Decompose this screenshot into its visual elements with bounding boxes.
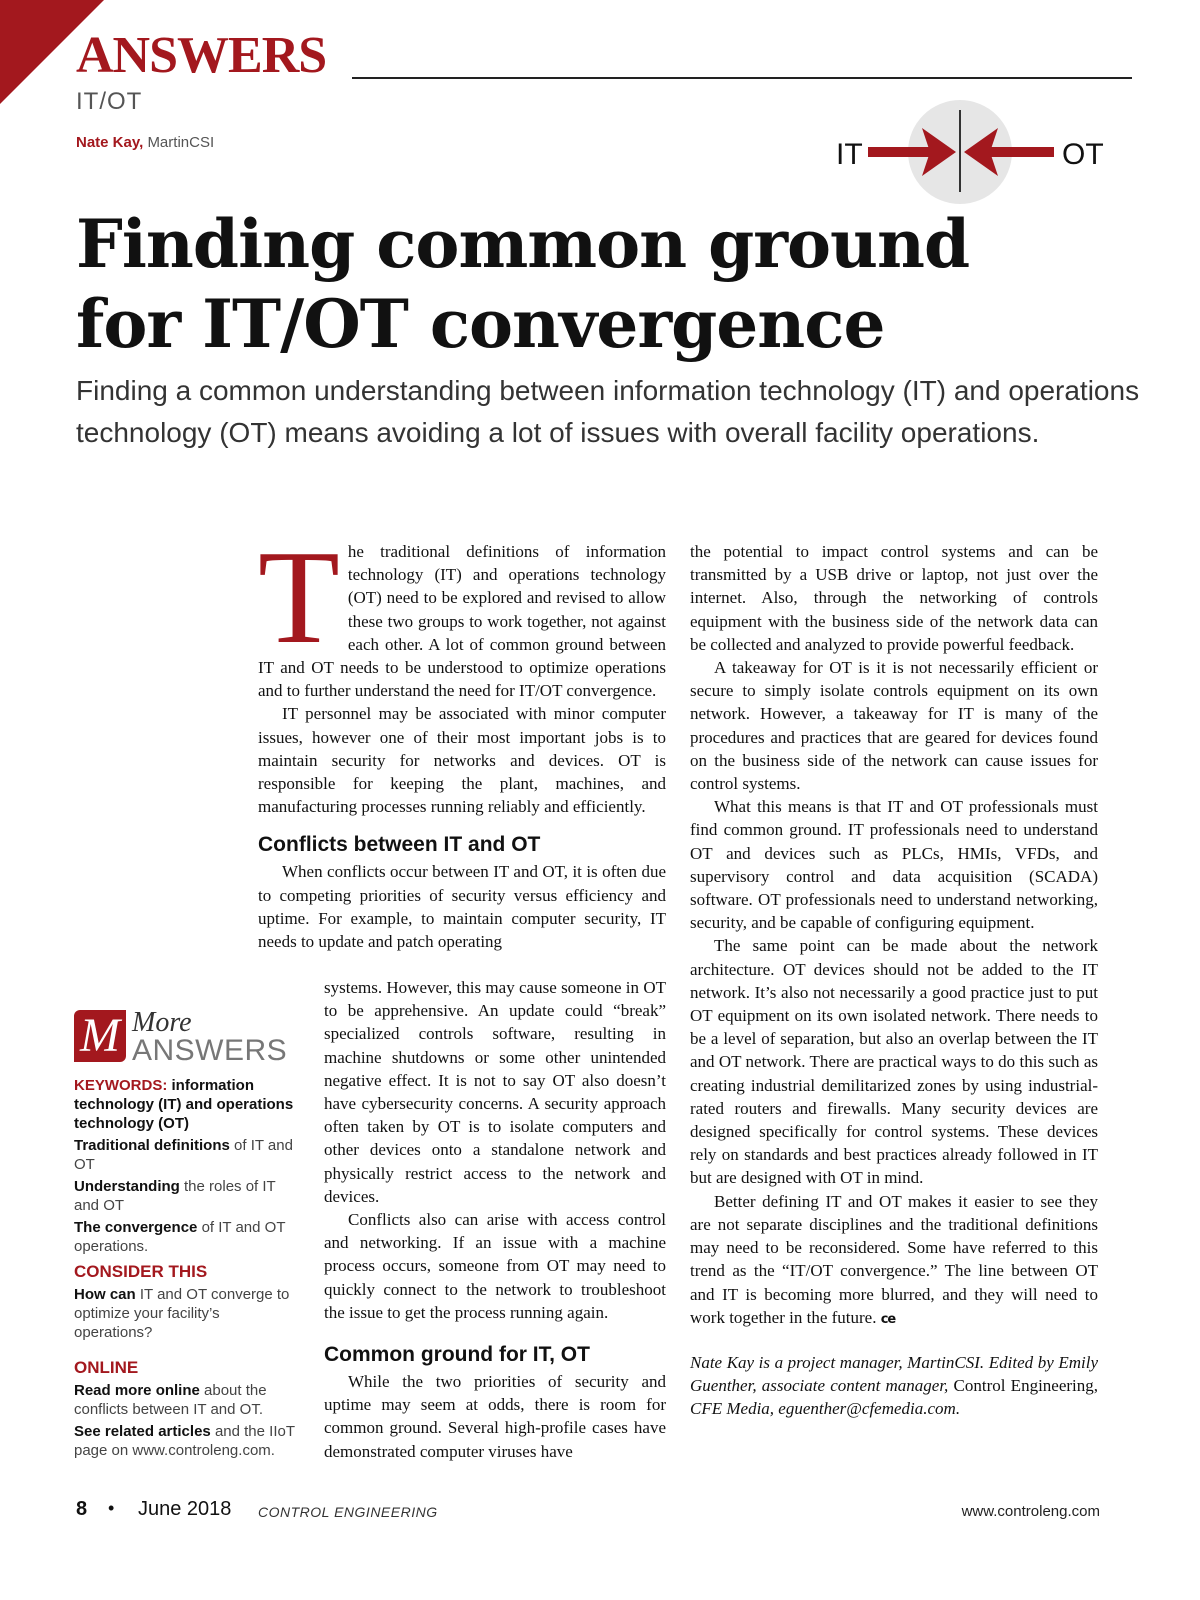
- author-bio: Nate Kay is a project manager, MartinCSI. Edited by Emily Guenther, associate content manager, Control Engineering, CFE Media, eguenther@cfemedia.com.: [690, 1352, 1099, 1419]
- byline: [76, 134, 214, 151]
- headline: [76, 204, 1156, 364]
- m-logo-icon: M: [74, 1010, 126, 1062]
- paragraph: the potential to impact control systems and can be transmitted by a USB drive or laptop, not just over the internet. Also, through the networking of controls equipment with the business side of the network data can be collected and analyzed to provide powerful feedback.: [690, 542, 1098, 654]
- online-item[interactable]: Read more online about the conflicts between IT and OT.: [74, 1382, 267, 1418]
- sidebar-item: Understanding the roles of IT and OT: [74, 1178, 276, 1214]
- article-column-1-narrow: [324, 976, 666, 1463]
- article-column-2: [690, 540, 1098, 1421]
- page-number: 8: [76, 1498, 88, 1520]
- logo-more: More: [132, 1007, 192, 1038]
- paragraph: A takeaway for OT is it is not necessarily efficient or secure to simply isolate controls equipment on its own network. However, a takeaway for IT is many of the procedures and practices that are geared for devices found on the business side of the network can cause issues for control systems.: [690, 658, 1098, 794]
- issue-date: June 2018: [138, 1498, 232, 1520]
- sidebar-item: Traditional definitions of IT and OT: [74, 1137, 293, 1173]
- deck: Finding a common understanding between information technology (IT) and operations technology (OT) means avoiding a lot of issues with overall facility operations.: [76, 375, 1140, 448]
- paragraph: Better defining IT and OT makes it easier to see they are not separate disciplines and the traditional definitions may need to be reconsidered. Some have referred to this trend as the “IT/OT convergence.” The line between OT and IT is becoming more blurred, and they will need to work together in the future. ce: [690, 1191, 1098, 1327]
- section-subtitle: IT/OT: [76, 88, 143, 115]
- online-heading: ONLINE: [74, 1358, 139, 1377]
- consider-this-heading: CONSIDER THIS: [74, 1262, 208, 1281]
- section-rule: [352, 77, 1132, 79]
- author-name: Nate Kay,: [76, 134, 144, 151]
- headline-line-1: Finding common ground: [76, 205, 970, 283]
- paragraph: IT personnel may be associated with minor computer issues, however one of their most important jobs is to maintain security for networks and devices. OT is responsible for keeping the plant, machines, and manufacturing processes running reliably and efficiently.: [258, 704, 666, 817]
- paragraph: While the two priorities of security and uptime may seem at odds, there is room for common ground. Several high-profile cases have demonstrated computer viruses have: [324, 1372, 666, 1461]
- article-column-1: [258, 523, 666, 953]
- author-org: MartinCSI: [147, 134, 215, 151]
- footer-separator: •: [108, 1498, 115, 1518]
- drop-cap: T: [258, 523, 340, 671]
- keywords: KEYWORDS: information technology (IT) and operations technology (OT): [74, 1077, 294, 1132]
- paragraph: The same point can be made about the network architecture. OT devices should not be added to the IT network. It’s also not necessarily a good practice just to put OT equipment on its own isolated network. There needs to be a level of separation, but also an overlap between the IT and OT network. There are practical ways to do this such as creating industrial demilitarized zones by using industrial-rated routers and firewalls. Many security devices are designed specifically for control systems. These devices rely on standards and best practices already followed in IT but are designed with OT in mind.: [690, 936, 1098, 1188]
- paragraph: What this means is that IT and OT professionals must find common ground. IT professionals need to understand OT and devices such as PLCs, HMIs, VFDs, and supervisory control and data acquisition (SCADA) software. OT professionals need to understand networking, security, and be capable of configuring equipment.: [690, 797, 1098, 933]
- it-label: IT: [836, 138, 863, 171]
- subhead-conflicts: Conflicts between IT and OT: [258, 833, 541, 857]
- paragraph: systems. However, this may cause someone in OT to be apprehensive. An update could “break” specialized controls software, resulting in machine shutdowns or some other unintended negative effect. It is not to say OT also doesn’t have cybersecurity concerns. A security approach often taken by OT is to isolate computers and other devices onto a standalone network and physically restrict access to the network and devices.: [324, 978, 666, 1206]
- ot-label: OT: [1062, 138, 1104, 171]
- magazine-name: CONTROL ENGINEERING: [258, 1504, 438, 1520]
- paragraph: Conflicts also can arise with access control and networking. If an issue with a machine process occurs, someone from OT may need to quickly connect to the network to troubleshoot the issue to get the process running again.: [324, 1210, 666, 1322]
- paragraph: When conflicts occur between IT and OT, it is often due to competing priorities of security versus efficiency and uptime. For example, to maintain computer security, IT needs to update and patch operating: [258, 862, 666, 952]
- more-answers-sidebar: [74, 1007, 296, 1460]
- paragraph: The traditional definitions of information technology (IT) and operations technology (OT) need to be explored and revised to allow these two groups to work together, not against each other. A lot of common ground between IT and OT needs to be understood to optimize operations and to further understand the need for IT/OT convergence.: [258, 523, 666, 701]
- website-link[interactable]: www.controleng.com: [961, 1503, 1100, 1520]
- section-title: ANSWERS: [76, 27, 327, 84]
- headline-line-2: for IT/OT convergence: [76, 285, 885, 363]
- logo-answers: ANSWERS: [132, 1034, 288, 1067]
- subhead-common-ground: Common ground for IT, OT: [324, 1343, 590, 1367]
- online-item[interactable]: See related articles and the IIoT page on www.controleng.com.: [74, 1423, 295, 1459]
- more-answers-logo: [74, 1007, 296, 1067]
- sidebar-item: The convergence of IT and OT operations.: [74, 1219, 286, 1255]
- consider-question: How can IT and OT converge to optimize your facility’s operations?: [74, 1286, 290, 1341]
- end-mark: ce: [880, 1311, 896, 1327]
